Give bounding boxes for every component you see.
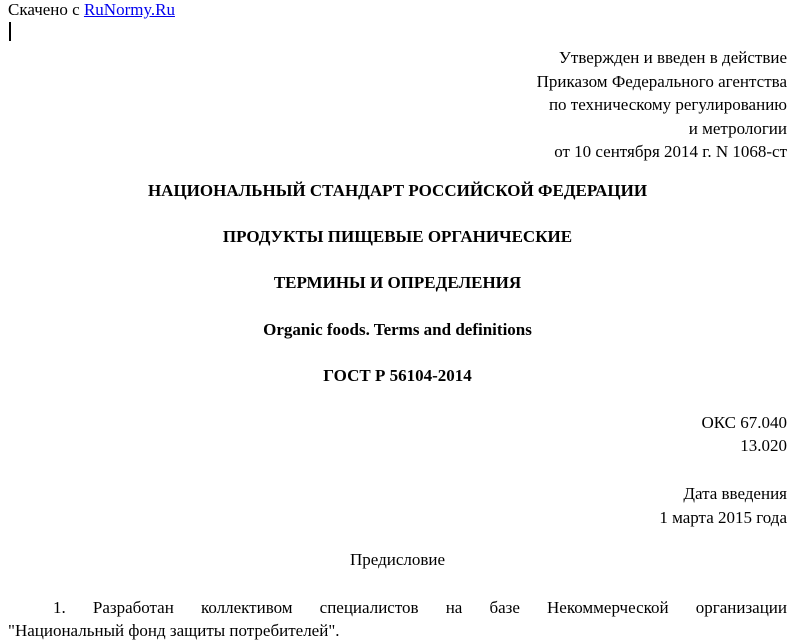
paragraph-line-1: 1. Разработан коллективом специалистов на базе Некоммерческой организации [53,598,787,617]
approval-line-3: по техническому регулированию [548,95,787,114]
approval-line-1: Утвержден и введен в действие [558,48,787,67]
paragraph-line-2: "Национальный фонд защиты потребителей". [8,621,340,640]
english-title: Organic foods. Terms and definitions [263,320,532,339]
oks-code-1: ОКС 67.040 [701,413,787,432]
downloaded-from-text: Скачено с [8,0,80,19]
download-source-line [8,0,175,22]
approval-line-4: и метрологии [688,118,787,138]
introduction-label: Дата введения [683,484,787,503]
gost-code: ГОСТ Р 56104-2014 [323,366,472,385]
oks-classification [701,411,787,457]
foreword-heading: Предисловие [349,550,446,569]
introduction-date: 1 марта 2015 года [659,507,787,527]
document-kind: ТЕРМИНЫ И ОПРЕДЕЛЕНИЯ [273,273,522,292]
approval-line-2: Приказом Федерального агентства [536,71,787,91]
approval-line-5: от 10 сентября 2014 г. N 1068-ст [554,142,787,161]
standard-title: НАЦИОНАЛЬНЫЙ СТАНДАРТ РОССИЙСКОЙ ФЕДЕРАЦИИ [147,181,648,200]
introduction-date-block [659,482,787,529]
runormy-link[interactable]: RuNormy.Ru [83,0,175,19]
oks-code-2: 13.020 [740,436,787,455]
text-cursor [9,22,11,41]
foreword-paragraph-1 [8,596,787,642]
document-subject: ПРОДУКТЫ ПИЩЕВЫЕ ОРГАНИЧЕСКИЕ [222,227,573,246]
approval-block [537,46,787,164]
